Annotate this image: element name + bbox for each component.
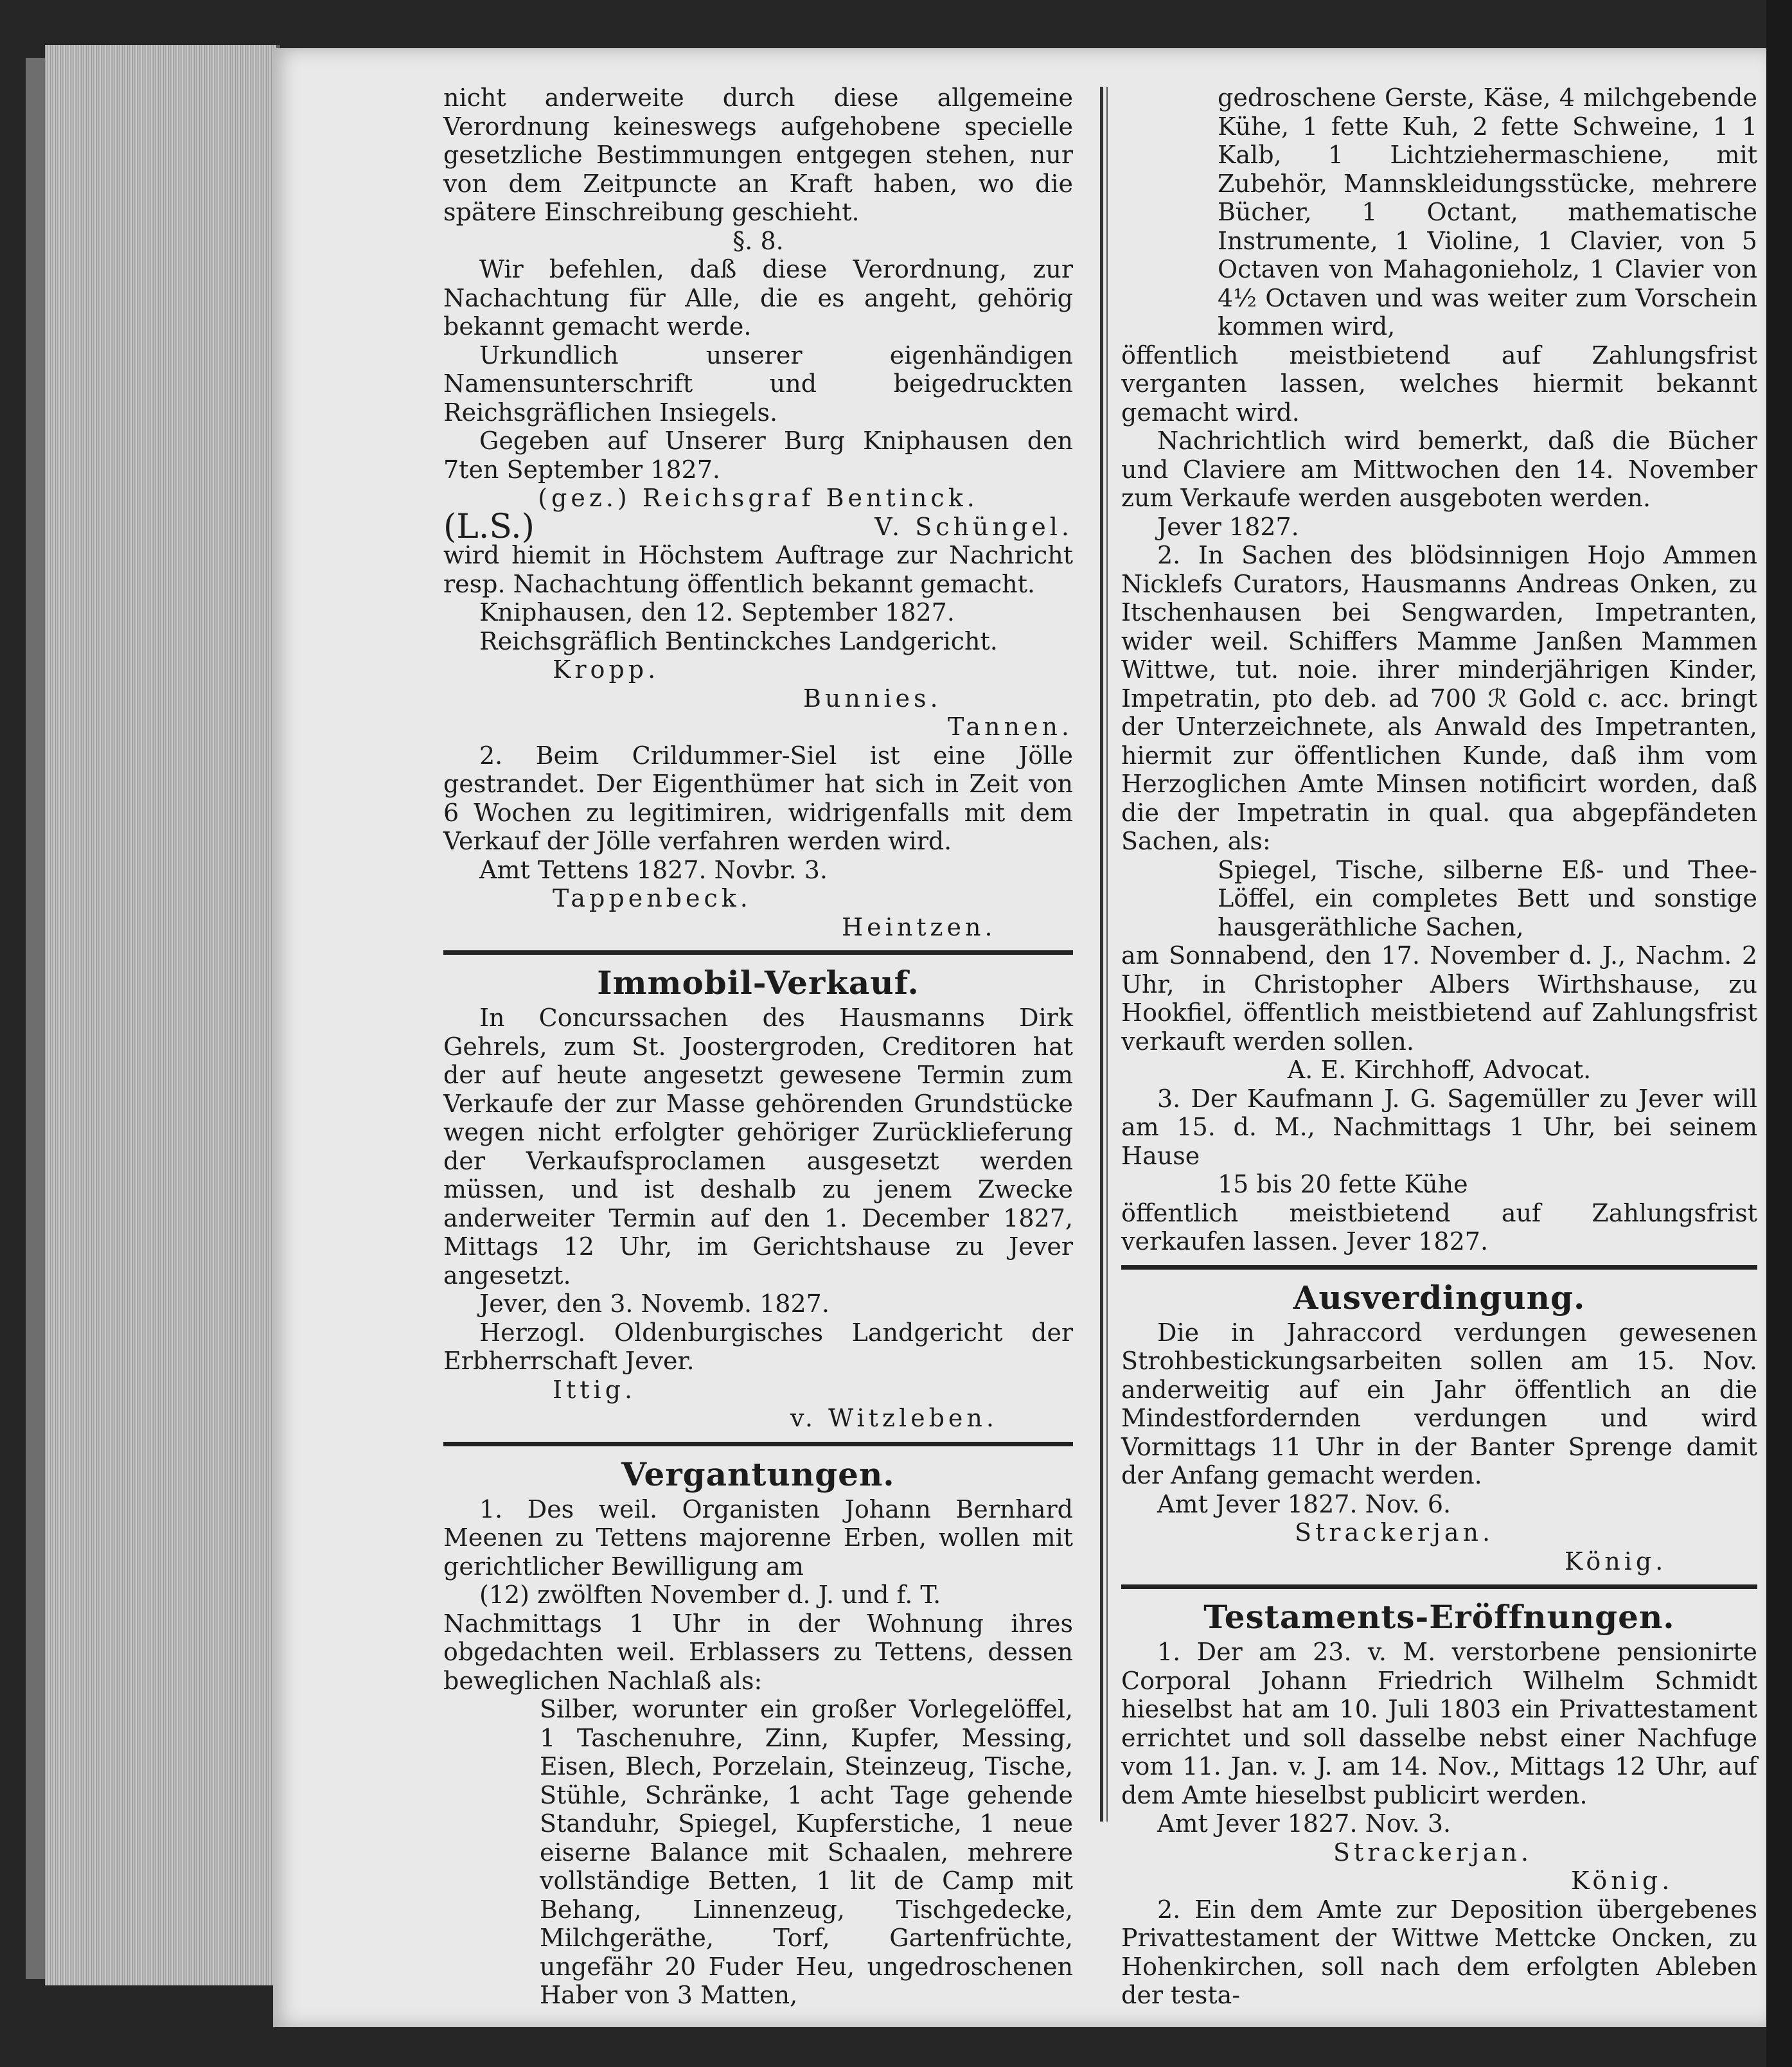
place-date: Kniphausen, den 12. September 1827. [479, 598, 955, 626]
section-heading: Ausverdingung. [1293, 1278, 1586, 1317]
right-column [1121, 84, 1757, 2010]
signature: Heintzen. [842, 912, 997, 941]
section-rule [443, 1442, 1073, 1446]
text-block: Nachmittags 1 Uhr in der Wohnung ihres obgedachten weil. Erblassers zu Tettens, dessen beweglichen Nachlaß als: [443, 1609, 1073, 1695]
section-heading: Testaments-Eröffnungen. [1203, 1598, 1675, 1636]
left-column [443, 84, 1073, 2010]
text-block: Wir befehlen, daß diese Verordnung, zur Nachachtung für Alle, die es angeht, gehörig bekannt gemacht werde. [443, 255, 1073, 341]
signature: Strackerjan. [1295, 1518, 1495, 1547]
place-date: Amt Jever 1827. Nov. 6. [1157, 1489, 1451, 1518]
signature: König. [1565, 1547, 1667, 1575]
section-rule [1121, 1584, 1757, 1589]
item-list: Spiegel, Tische, silberne Eß- und Thee-Löffel, ein completes Bett und sonstige hausgeräthliche Sachen, [1218, 855, 1757, 941]
place-date: Jever, den 3. Novemb. 1827. [479, 1290, 829, 1318]
text-block: öffentlich meistbietend auf Zahlungsfrist verganten lassen, welches hiermit bekannt gemacht wird. [1121, 341, 1757, 427]
column-divider [1100, 87, 1103, 1822]
text-block: 2. In Sachen des blödsinnigen Hojo Ammen Nicklefs Curators, Hausmanns Andreas Onken, zu Itschenhausen bei Sengwarden, Impetranten, wider weil. Schiffers Mamme Janßen Mammen Wittwe, tut. noie. ihrer minderjährigen Kinder, Impetratin, pto deb. ad 700 ℛ Gold c. acc. bringt der Unterzeichnete, als Anwald des Impetranten, hiermit zur öffentlichen Kunde, daß ihm vom Herzoglichen Amte Minsen notificirt worden, daß die der Impetratin in qual. qua abgepfändeten Sachen, als: [1121, 541, 1757, 855]
text-block: 2. Beim Crildummer-Siel ist eine Jölle gestrandet. Der Eigenthümer hat sich in Zeit von 6 Wochen zu legitimiren, widrigenfalls mit dem Verkauf der Jölle verfahren werden wird. [443, 741, 1073, 855]
text-block: 2. Ein dem Amte zur Deposition übergebenes Privattestament der Wittwe Mettcke Oncken, zu Hohenkirchen, soll nach dem erfolgten Ableben der testa- [1121, 1895, 1757, 2009]
seal-row [443, 507, 1073, 546]
book-page-edges [45, 45, 280, 1985]
signature: (gez.) Reichsgraf Bentinck. [538, 484, 979, 512]
signature: Strackerjan. [1333, 1838, 1533, 1867]
place-date: Amt Tettens 1827. Novbr. 3. [479, 855, 828, 884]
section-heading: Immobil-Verkauf. [597, 964, 919, 1002]
item-list: gedroschene Gerste, Käse, 4 milchgebende Kühe, 1 fette Kuh, 2 fette Schweine, 1 1 Kalb, 1 Lichtziehermaschiene, mit Zubehör, Mannskleidungsstücke, mehrere Bücher, 1 Octant, mathematische Instrumente, 1 Violine, 1 Clavier, von 5 Octaven von Mahagonieholz, 1 Clavier von 4½ Octaven und was weiter zum Vorschein kommen wird, [1218, 84, 1757, 341]
section-rule [443, 950, 1073, 955]
signature: Ittig. [553, 1375, 637, 1404]
text-block: öffentlich meistbietend auf Zahlungsfrist verkaufen lassen. Jever 1827. [1121, 1198, 1757, 1255]
section-rule [1121, 1265, 1757, 1270]
signature: v. Witzleben. [790, 1404, 998, 1432]
scan-border [1766, 0, 1792, 2067]
text-block: wird hiemit in Höchstem Auftrage zur Nachricht resp. Nachachtung öffentlich bekannt gemacht. [443, 541, 1073, 598]
item-list: 15 bis 20 fette Kühe [1218, 1170, 1468, 1198]
signature: Tannen. [947, 713, 1073, 741]
signature: A. E. Kirchhoff, Advocat. [1287, 1056, 1592, 1084]
court-name: Herzogl. Oldenburgisches Landgericht der Erbherrschaft Jever. [443, 1318, 1073, 1375]
signature: Kropp. [553, 655, 660, 684]
item-list: Silber, worunter ein großer Vorlegelöffel, 1 Taschenuhre, Zinn, Kupfer, Messing, Eisen, Blech, Porzelain, Steinzeug, Tische, Stühle, Schränke, 1 acht Tage gehende Standuhr, Spiegel, Kupferstiche, 1 neue eiserne Balance mit Schaalen, mehrere vollständige Betten, 1 lit de Camp mit Behang, Linnenzeug, Tischgedecke, Milchgeräthe, Torf, Gartenfrüchte, ungefähr 20 Fuder Heu, ungedroschenen Haber von 3 Matten, [540, 1695, 1073, 2009]
text-block: nicht anderweite durch diese allgemeine Verordnung keineswegs aufgehobene specielle gesetzliche Bestimmungen entgegen stehen, nur von dem Zeitpuncte an Kraft haben, wo die spätere Einschreibung geschieht. [443, 84, 1073, 226]
signature: König. [1571, 1867, 1674, 1895]
signature: Bunnies. [803, 684, 942, 713]
date-line: (12) zwölften November d. J. und f. T. [479, 1581, 941, 1609]
court-name: Reichsgräflich Bentinckches Landgericht. [479, 626, 998, 655]
text-block: Urkundlich unserer eigenhändigen Namensunterschrift und beigedruckten Reichsgräflichen Insiegels. [443, 341, 1073, 427]
text-block: Die in Jahraccord verdungen gewesenen Strohbestickungsarbeiten sollen am 15. Nov. anderweitig auf ein Jahr öffentlich an die Mindestfordernden verdungen und wird Vormittags 11 Uhr in der Banter Sprenge damit der Anfang gemacht werden. [1121, 1318, 1757, 1489]
place-date: Jever 1827. [1157, 512, 1299, 541]
text-block: In Concurssachen des Hausmanns Dirk Gehrels, zum St. Joostergroden, Creditoren hat der auf heute angesetzt gewesene Termin zum Verkaufe der zur Masse gehörenden Grundstücke wegen nicht erfolgter gehöriger Zurücklieferung der Verkaufsproclamen ausgesetzt werden müssen, und ist deshalb zu jenem Zwecke anderweiter Termin auf den 1. December 1827, Mittags 12 Uhr, im Gerichtshause zu Jever angesetzt. [443, 1004, 1073, 1290]
signature: Tappenbeck. [553, 884, 752, 912]
place-date: Amt Jever 1827. Nov. 3. [1157, 1809, 1451, 1838]
seal-mark: (L.S.) [443, 507, 535, 546]
paragraph-sign: §. 8. [732, 226, 784, 255]
text-block: Gegeben auf Unserer Burg Kniphausen den 7ten September 1827. [443, 427, 1073, 484]
text-block: 1. Des weil. Organisten Johann Bernhard Meenen zu Tettens majorenne Erben, wollen mit gerichtlicher Bewilligung am [443, 1495, 1073, 1581]
text-block: 3. Der Kaufmann J. G. Sagemüller zu Jever will am 15. d. M., Nachmittags 1 Uhr, bei seinem Hause [1121, 1084, 1757, 1170]
text-block: 1. Der am 23. v. M. verstorbene pensionirte Corporal Johann Friedrich Wilhelm Schmidt hieselbst hat am 10. Juli 1803 ein Privattestament errichtet und soll dasselbe nebst einer Nachfuge vom 11. Jan. v. J. am 14. Nov., Mittags 12 Uhr, auf dem Amte hieselbst publicirt werden. [1121, 1638, 1757, 1809]
text-block: Nachrichtlich wird bemerkt, daß die Bücher und Claviere am Mittwochen den 14. November zum Verkaufe werden ausgeboten werden. [1121, 427, 1757, 512]
column-divider-thin [1106, 87, 1108, 1822]
signature: V. Schüngel. [874, 512, 1073, 541]
section-heading: Vergantungen. [621, 1455, 895, 1493]
text-block: am Sonnabend, den 17. November d. J., Nachm. 2 Uhr, in Christopher Albers Wirthshause, zu Hookfiel, öffentlich meistbietend auf Zahlungsfrist verkauft werden sollen. [1121, 941, 1757, 1056]
